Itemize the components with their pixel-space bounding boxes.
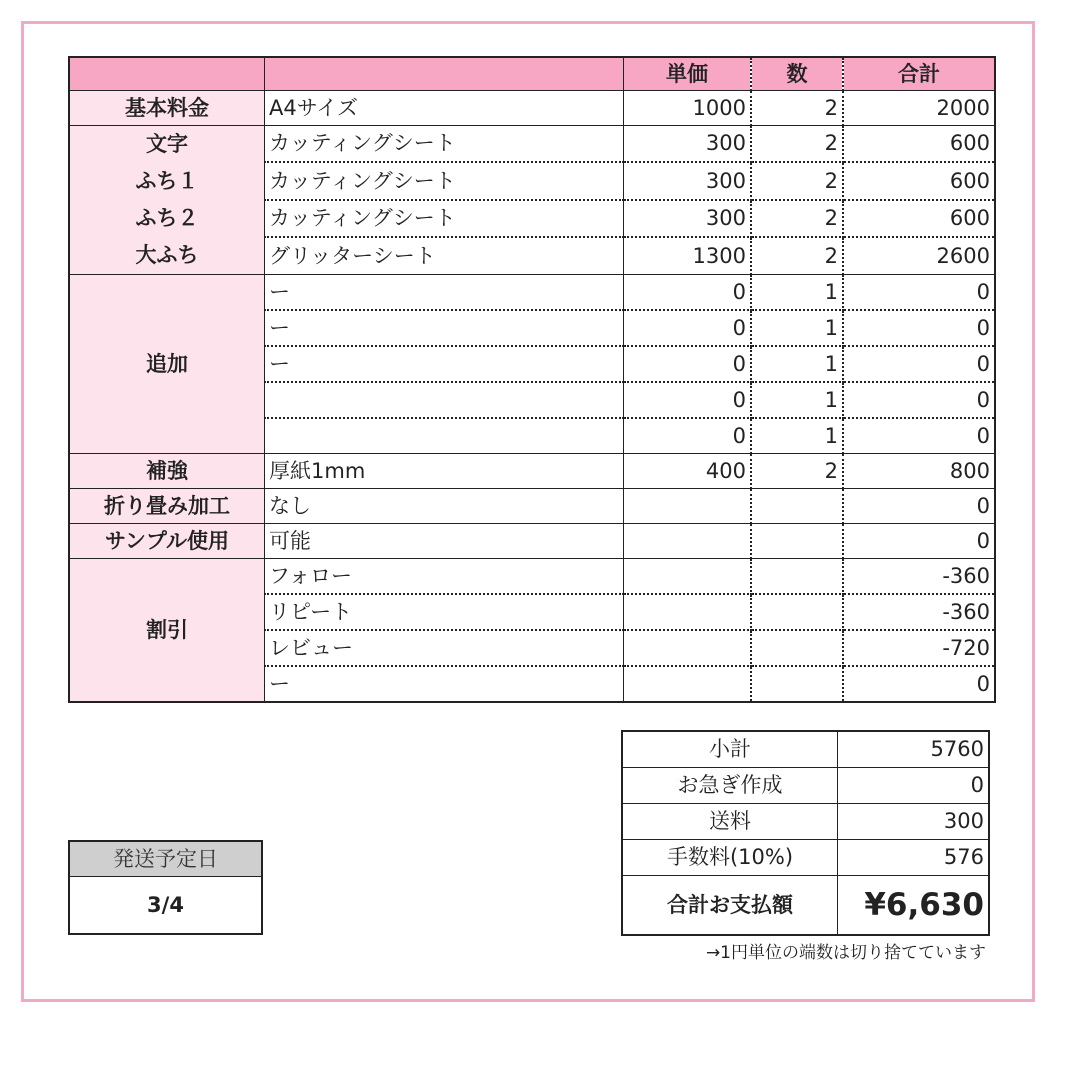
ship-date-label: 発送予定日: [69, 841, 262, 877]
table-row: [69, 454, 995, 489]
row-total: 800: [843, 454, 995, 489]
header-category: [69, 57, 265, 91]
row-price: 0: [624, 310, 752, 346]
subtotal-value: 5760: [838, 731, 990, 768]
row-category: 文字: [146, 132, 188, 156]
row-price: 0: [624, 275, 752, 311]
row-desc: フォロー: [265, 559, 624, 595]
row-total: -720: [843, 630, 995, 666]
row-total: -360: [843, 559, 995, 595]
row-total: 2600: [843, 237, 995, 274]
rush-value: 0: [838, 768, 990, 804]
header-unit-price: 単価: [624, 57, 752, 91]
summary-row-grand-total: [622, 876, 989, 936]
summary-row-fee: [622, 840, 989, 876]
row-price: 400: [624, 454, 752, 489]
row-price: 1300: [624, 237, 752, 274]
row-qty: [751, 630, 843, 666]
row-qty: [751, 524, 843, 559]
row-qty: 2: [751, 126, 843, 163]
row-total: 0: [843, 418, 995, 454]
fee-value: 576: [838, 840, 990, 876]
row-qty: [751, 559, 843, 595]
header-quantity: 数: [751, 57, 843, 91]
shipping-value: 300: [838, 804, 990, 840]
row-qty: 2: [751, 237, 843, 274]
row-total: 0: [843, 524, 995, 559]
row-category: 折り畳み加工: [69, 489, 265, 524]
row-desc: ー: [265, 310, 624, 346]
row-desc: ー: [265, 275, 624, 311]
row-desc: [265, 418, 624, 454]
row-qty: [751, 489, 843, 524]
table-row: [69, 275, 995, 311]
rush-label: お急ぎ作成: [622, 768, 838, 804]
row-qty: 2: [751, 91, 843, 126]
row-qty: 1: [751, 382, 843, 418]
row-total: 0: [843, 310, 995, 346]
grand-total-label: 合計お支払額: [622, 876, 838, 936]
row-price: 0: [624, 418, 752, 454]
row-price: [624, 666, 752, 702]
row-desc: カッティングシート: [265, 162, 624, 200]
fee-label: 手数料(10%): [622, 840, 838, 876]
row-price: 1000: [624, 91, 752, 126]
row-price: [624, 559, 752, 595]
row-category: ふち２: [135, 206, 199, 230]
summary-row-shipping: [622, 804, 989, 840]
row-total: 0: [976, 671, 990, 696]
row-desc: ー: [265, 666, 624, 702]
row-desc: リピート: [265, 594, 624, 630]
row-desc: レビュー: [265, 630, 624, 666]
row-price: [624, 594, 752, 630]
table-row: [69, 126, 995, 163]
row-qty: 1: [751, 346, 843, 382]
table-header: [69, 57, 995, 91]
row-price: 300: [624, 200, 752, 238]
row-total: -360: [843, 594, 995, 630]
row-desc: なし: [265, 489, 624, 524]
row-category: 大ふち: [135, 243, 199, 267]
row-desc: カッティングシート: [265, 200, 624, 238]
price-table: [68, 56, 996, 703]
summary-table: [621, 730, 990, 936]
row-qty: [751, 594, 843, 630]
table-row: [69, 91, 995, 126]
row-category: 補強: [69, 454, 265, 489]
row-desc: カッティングシート: [265, 126, 624, 163]
row-qty: [751, 666, 843, 702]
row-total: 600: [843, 126, 995, 163]
row-qty: 1: [751, 310, 843, 346]
shipping-label: 送料: [622, 804, 838, 840]
row-price: [624, 524, 752, 559]
row-qty: 2: [751, 162, 843, 200]
row-qty: 2: [751, 454, 843, 489]
row-price: [624, 489, 752, 524]
row-desc: グリッターシート: [265, 237, 624, 274]
table-row: [69, 559, 995, 595]
grand-total-value: ¥6,630: [864, 886, 984, 923]
row-price: [624, 630, 752, 666]
subtotal-label: 小計: [622, 731, 838, 768]
row-qty: 2: [751, 200, 843, 238]
row-desc: 可能: [265, 524, 624, 559]
row-total: 600: [843, 162, 995, 200]
ship-date-box: [68, 840, 263, 935]
row-desc: 厚紙1mm: [265, 454, 624, 489]
category-cell-letter-group: [69, 126, 265, 275]
header-total: 合計: [843, 57, 995, 91]
summary-row-rush: [622, 768, 989, 804]
row-price: 0: [624, 382, 752, 418]
table-row: [69, 489, 995, 524]
row-total: 600: [843, 200, 995, 238]
ship-date-value: 3/4: [147, 892, 184, 917]
row-price: 300: [624, 126, 752, 163]
rounding-note: →1円単位の端数は切り捨てています: [705, 943, 986, 963]
row-category: ふち１: [135, 169, 199, 193]
header-desc: [265, 57, 624, 91]
row-category: サンプル使用: [69, 524, 265, 559]
row-category: 割引: [69, 559, 265, 703]
row-total: 0: [843, 275, 995, 311]
row-desc: [265, 382, 624, 418]
row-total: 0: [843, 489, 995, 524]
row-qty: 1: [751, 418, 843, 454]
row-category: 追加: [69, 275, 265, 454]
table-row: [69, 524, 995, 559]
row-total: 2000: [843, 91, 995, 126]
row-desc: ー: [265, 346, 624, 382]
row-total: 0: [843, 346, 995, 382]
row-desc: A4サイズ: [265, 91, 624, 126]
row-total: 0: [843, 382, 995, 418]
row-qty: 1: [751, 275, 843, 311]
row-category: 基本料金: [69, 91, 265, 126]
row-price: 300: [624, 162, 752, 200]
row-price: 0: [624, 346, 752, 382]
summary-row-subtotal: [622, 731, 989, 768]
